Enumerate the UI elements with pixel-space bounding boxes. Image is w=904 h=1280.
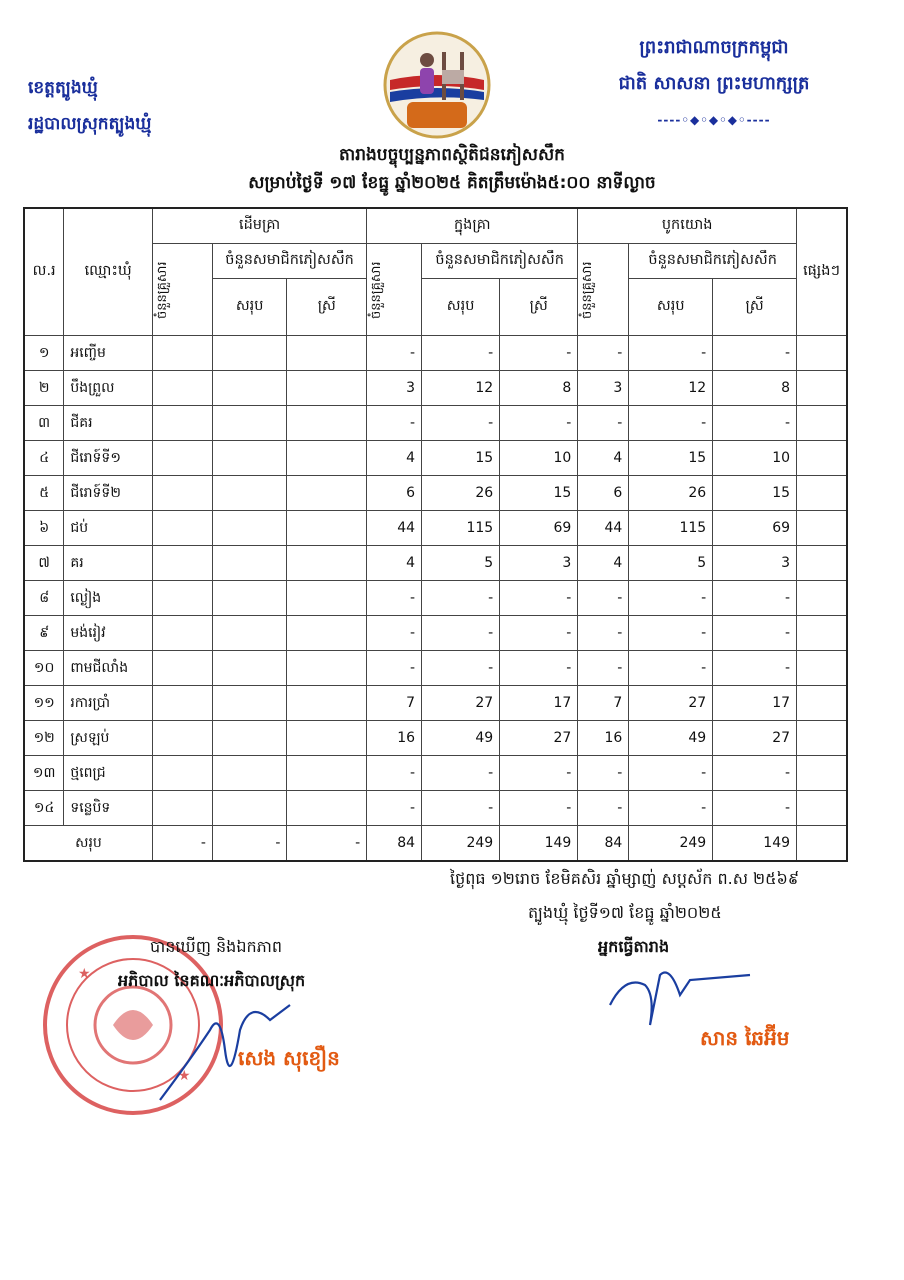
header-commune: ឈ្មោះឃុំ: [64, 208, 153, 336]
cell-d3: [287, 791, 367, 826]
row-number: ៤: [24, 441, 64, 476]
cell-k2: 5: [422, 546, 500, 581]
commune-name: ស្រឡប់: [64, 721, 153, 756]
row-number: ៣: [24, 406, 64, 441]
total-row: [24, 826, 847, 862]
cell-k1: 16: [367, 721, 422, 756]
cell-d3: [287, 511, 367, 546]
cell-k2: -: [422, 406, 500, 441]
header-families: ចំនួនគ្រួសារ: [154, 260, 170, 319]
header-families: ចំនួនគ្រួសារ: [369, 260, 385, 319]
cell-d2: [212, 756, 286, 791]
cell-b1: -: [578, 581, 629, 616]
header-female: ស្រី: [500, 279, 578, 336]
signer-right-name: សាន ឆៃអ៊ីម: [700, 1026, 790, 1050]
cell-d2: [212, 441, 286, 476]
cell-b3: 17: [713, 686, 797, 721]
cell-other: [797, 336, 847, 371]
row-number: ១០: [24, 651, 64, 686]
commune-name: គរ: [64, 546, 153, 581]
cell-b1: 44: [578, 511, 629, 546]
cell-k1: -: [367, 581, 422, 616]
cell-d1: [152, 791, 212, 826]
cell-other: [797, 721, 847, 756]
row-number: ៧: [24, 546, 64, 581]
cell-b3: 10: [713, 441, 797, 476]
cell-d1: [152, 686, 212, 721]
total-d3: -: [287, 826, 367, 862]
table-row: [24, 546, 847, 581]
cell-k3: -: [500, 336, 578, 371]
cell-k2: 15: [422, 441, 500, 476]
kingdom-name: ព្រះរាជាណាចក្រកម្ពុជា: [639, 37, 789, 58]
commune-name: ថ្មពេជ្រ: [64, 756, 153, 791]
cell-k1: 7: [367, 686, 422, 721]
cell-d3: [287, 546, 367, 581]
row-number: ១១: [24, 686, 64, 721]
cell-k1: -: [367, 651, 422, 686]
cell-d2: [212, 651, 286, 686]
row-number: ៥: [24, 476, 64, 511]
header-members: ចំនួនសមាជិកភៀសសឹក: [212, 244, 366, 279]
cell-d2: [212, 686, 286, 721]
cell-d1: [152, 406, 212, 441]
cell-k1: -: [367, 336, 422, 371]
cell-b1: 16: [578, 721, 629, 756]
cell-d2: [212, 511, 286, 546]
cell-d3: [287, 686, 367, 721]
cell-other: [797, 371, 847, 406]
cell-b2: 12: [629, 371, 713, 406]
cell-b1: -: [578, 651, 629, 686]
cell-d2: [212, 406, 286, 441]
row-number: ១: [24, 336, 64, 371]
cell-b2: 15: [629, 441, 713, 476]
lunar-date: ថ្ងៃពុធ ១២រោច ខែមិគសិរ ឆ្នាំម្សាញ់ សប្តស័ក ព.ស ២៥៦៩: [450, 869, 800, 888]
commune-name: អញ្ចើម: [64, 336, 153, 371]
cell-b3: 27: [713, 721, 797, 756]
cell-d3: [287, 406, 367, 441]
cell-d1: [152, 581, 212, 616]
table-row: [24, 336, 847, 371]
cell-b3: 3: [713, 546, 797, 581]
cell-b1: 4: [578, 441, 629, 476]
cell-d2: [212, 791, 286, 826]
row-number: ១៤: [24, 791, 64, 826]
header-cumulative: បូកយោង: [578, 208, 797, 244]
cell-other: [797, 791, 847, 826]
cell-b3: -: [713, 616, 797, 651]
signer-left-name: សេង សុខឿន: [238, 1046, 340, 1070]
refugee-statistics-table: [23, 207, 848, 862]
cell-k2: -: [422, 791, 500, 826]
cell-b2: -: [629, 651, 713, 686]
cell-k3: -: [500, 756, 578, 791]
cell-b1: -: [578, 791, 629, 826]
header-during: ក្នុងគ្រា: [367, 208, 578, 244]
header-total: សរុប: [422, 279, 500, 336]
cell-k1: 4: [367, 441, 422, 476]
cell-d1: [152, 616, 212, 651]
header-total: សរុប: [212, 279, 286, 336]
cell-b2: 5: [629, 546, 713, 581]
row-number: ២: [24, 371, 64, 406]
document-subtitle: សម្រាប់ថ្ងៃទី ១៧ ខែធ្នូ ឆ្នាំ២០២៥ គិតត្រឹមម៉ោង៥:០០ នាទីល្ងាច: [248, 173, 656, 193]
document-title: តារាងបច្ចុប្បន្នភាពស្ថិតិជនភៀសសឹក: [339, 145, 565, 165]
cell-k2: -: [422, 616, 500, 651]
cell-k3: 27: [500, 721, 578, 756]
total-k2: 249: [422, 826, 500, 862]
cell-k1: 44: [367, 511, 422, 546]
cell-k1: -: [367, 616, 422, 651]
cell-b3: 69: [713, 511, 797, 546]
approval-label: បានឃើញ និងឯកភាព: [150, 937, 283, 956]
cell-k1: -: [367, 756, 422, 791]
cell-d1: [152, 546, 212, 581]
cell-d1: [152, 721, 212, 756]
cell-k3: 10: [500, 441, 578, 476]
header-female: ស្រី: [287, 279, 367, 336]
cell-other: [797, 511, 847, 546]
cell-d1: [152, 651, 212, 686]
commune-name: ល្ងៀង: [64, 581, 153, 616]
commune-name: រការប្រាំ: [64, 686, 153, 721]
commune-name: ជីរោទ៍ទី១: [64, 441, 153, 476]
total-other: [797, 826, 847, 862]
cell-b3: 15: [713, 476, 797, 511]
cell-d1: [152, 756, 212, 791]
cell-d3: [287, 651, 367, 686]
cell-d3: [287, 581, 367, 616]
cell-other: [797, 651, 847, 686]
table-row: [24, 511, 847, 546]
table-row: [24, 581, 847, 616]
cell-d1: [152, 336, 212, 371]
svg-text:★: ★: [178, 1068, 191, 1084]
total-b1: 84: [578, 826, 629, 862]
commune-name: បឹងព្រួល: [64, 371, 153, 406]
cell-b1: -: [578, 406, 629, 441]
cell-b1: 6: [578, 476, 629, 511]
cell-d3: [287, 616, 367, 651]
cell-b2: -: [629, 581, 713, 616]
cell-k2: -: [422, 651, 500, 686]
cell-d2: [212, 616, 286, 651]
total-k1: 84: [367, 826, 422, 862]
cell-k1: -: [367, 791, 422, 826]
cell-b1: 3: [578, 371, 629, 406]
header-other: ផ្សេងៗ: [797, 208, 847, 336]
total-label: សរុប: [24, 826, 152, 862]
commune-name: មង់រៀវ: [64, 616, 153, 651]
total-d2: -: [212, 826, 286, 862]
table-row: [24, 651, 847, 686]
cell-b1: -: [578, 616, 629, 651]
cell-b1: 4: [578, 546, 629, 581]
table-row: [24, 371, 847, 406]
cell-k3: 3: [500, 546, 578, 581]
cell-k2: 115: [422, 511, 500, 546]
header-beginning: ដើមគ្រា: [152, 208, 366, 244]
cell-other: [797, 686, 847, 721]
cell-d3: [287, 756, 367, 791]
header-members: ចំនួនសមាជិកភៀសសឹក: [422, 244, 578, 279]
cell-d1: [152, 476, 212, 511]
commune-name: ពាមជីលាំង: [64, 651, 153, 686]
table-row: [24, 756, 847, 791]
cell-k3: -: [500, 616, 578, 651]
cell-d1: [152, 371, 212, 406]
cell-k2: 26: [422, 476, 500, 511]
cell-d3: [287, 476, 367, 511]
header-members: ចំនួនសមាជិកភៀសសឹក: [629, 244, 797, 279]
cell-other: [797, 616, 847, 651]
commune-name: ជប់: [64, 511, 153, 546]
commune-name: ទន្លេបិទ: [64, 791, 153, 826]
row-number: ៦: [24, 511, 64, 546]
cell-k3: 8: [500, 371, 578, 406]
row-number: ១៣: [24, 756, 64, 791]
header-no: ល.រ: [24, 208, 64, 336]
cell-d2: [212, 476, 286, 511]
ornament-divider: ----◦◆◦◆◦◆◦----: [657, 113, 771, 127]
district-admin-name: រដ្ឋបាលស្រុកត្បូងឃ្មុំ: [28, 114, 152, 134]
cell-k1: 6: [367, 476, 422, 511]
cell-b2: -: [629, 616, 713, 651]
cell-b2: -: [629, 406, 713, 441]
cell-d2: [212, 546, 286, 581]
svg-text:★: ★: [78, 966, 91, 982]
row-number: ៩: [24, 616, 64, 651]
cell-other: [797, 406, 847, 441]
table-row: [24, 441, 847, 476]
place-date: ត្បូងឃ្មុំ ថ្ងៃទី១៧ ខែធ្នូ ឆ្នាំ២០២៥: [528, 903, 722, 922]
table-maker-label: អ្នកធ្វើតារាង: [598, 937, 670, 956]
table-row: [24, 686, 847, 721]
province-name: ខេត្តត្បូងឃ្មុំ: [28, 78, 98, 98]
cell-d2: [212, 336, 286, 371]
cell-k3: 17: [500, 686, 578, 721]
cell-k2: -: [422, 581, 500, 616]
header-families: ចំនួនគ្រួសារ: [580, 260, 596, 319]
row-number: ៨: [24, 581, 64, 616]
total-b3: 149: [713, 826, 797, 862]
cell-d3: [287, 336, 367, 371]
cell-k1: 4: [367, 546, 422, 581]
cell-k3: 69: [500, 511, 578, 546]
cell-b2: 49: [629, 721, 713, 756]
cell-k3: 15: [500, 476, 578, 511]
cell-b2: 26: [629, 476, 713, 511]
table-row: [24, 791, 847, 826]
cell-b3: -: [713, 581, 797, 616]
cell-b1: 7: [578, 686, 629, 721]
cell-other: [797, 546, 847, 581]
cell-b3: 8: [713, 371, 797, 406]
cell-k3: -: [500, 581, 578, 616]
weaver-logo-icon: [382, 30, 492, 140]
cell-k1: -: [367, 406, 422, 441]
cell-d2: [212, 721, 286, 756]
cell-b3: -: [713, 406, 797, 441]
cell-k3: -: [500, 651, 578, 686]
cell-k2: 12: [422, 371, 500, 406]
cell-k2: -: [422, 336, 500, 371]
cell-other: [797, 476, 847, 511]
header-female: ស្រី: [713, 279, 797, 336]
cell-b1: -: [578, 756, 629, 791]
cell-k2: -: [422, 756, 500, 791]
cell-other: [797, 441, 847, 476]
cell-k1: 3: [367, 371, 422, 406]
row-number: ១២: [24, 721, 64, 756]
cell-b3: -: [713, 791, 797, 826]
cell-k2: 27: [422, 686, 500, 721]
cell-b3: -: [713, 756, 797, 791]
province-header: [28, 70, 151, 142]
header-total: សរុប: [629, 279, 713, 336]
cell-k3: -: [500, 406, 578, 441]
total-d1: -: [152, 826, 212, 862]
cell-k2: 49: [422, 721, 500, 756]
cell-d1: [152, 441, 212, 476]
cell-b2: -: [629, 791, 713, 826]
table-row: [24, 406, 847, 441]
cell-b2: 27: [629, 686, 713, 721]
table-row: [24, 721, 847, 756]
cell-b2: -: [629, 336, 713, 371]
cell-d3: [287, 371, 367, 406]
cell-other: [797, 581, 847, 616]
cell-d2: [212, 371, 286, 406]
table-row: [24, 476, 847, 511]
cell-d2: [212, 581, 286, 616]
cell-k3: -: [500, 791, 578, 826]
total-k3: 149: [500, 826, 578, 862]
cell-b2: -: [629, 756, 713, 791]
governor-label: អភិបាល នៃគណៈអភិបាលស្រុក: [118, 971, 306, 990]
commune-name: ជីគរ: [64, 406, 153, 441]
cell-d1: [152, 511, 212, 546]
cell-b1: -: [578, 336, 629, 371]
cell-b2: 115: [629, 511, 713, 546]
cell-d3: [287, 721, 367, 756]
cell-other: [797, 756, 847, 791]
kingdom-header: [564, 30, 864, 138]
commune-name: ជីរោទ៍ទី២: [64, 476, 153, 511]
cell-b3: -: [713, 336, 797, 371]
table-row: [24, 616, 847, 651]
national-motto: ជាតិ សាសនា ព្រះមហាក្សត្រ: [618, 73, 810, 94]
cell-d3: [287, 441, 367, 476]
total-b2: 249: [629, 826, 713, 862]
cell-b3: -: [713, 651, 797, 686]
